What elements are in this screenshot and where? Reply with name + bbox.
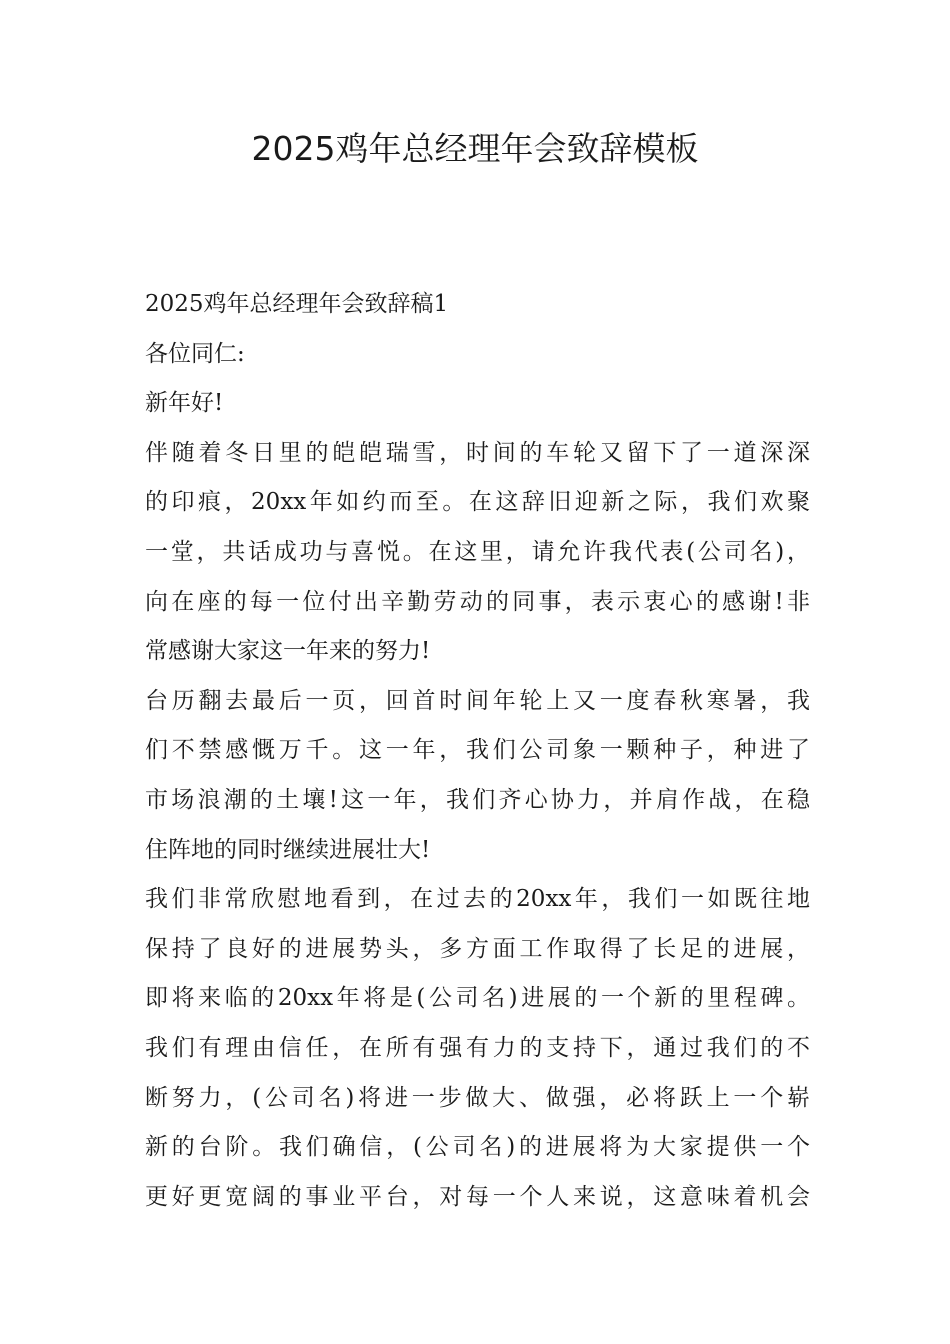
body-line: 住阵地的同时继续进展壮大! <box>145 836 431 863</box>
document-body <box>145 280 810 1222</box>
body-line: 断努力，(公司名)将进一步做大、做强，必将跃上一个崭 <box>145 1084 810 1111</box>
body-line: 我们非常欣慰地看到，在过去的20xx年，我们一如既往地 <box>145 886 810 913</box>
body-line: 2025鸡年总经理年会致辞稿1 <box>145 291 449 317</box>
body-line: 常感谢大家这一年来的努力! <box>145 638 431 665</box>
body-line: 向在座的每一位付出辛勤劳动的同事，表示衷心的感谢!非 <box>145 588 810 615</box>
document-title: 2025鸡年总经理年会致辞模板 <box>251 129 699 168</box>
body-line: 的印痕，20xx年如约而至。在这辞旧迎新之际，我们欢聚 <box>145 489 810 516</box>
body-line: 更好更宽阔的事业平台，对每一个人来说，这意味着机会 <box>145 1183 810 1210</box>
body-line: 保持了良好的进展势头，多方面工作取得了长足的进展， <box>145 935 810 962</box>
body-line: 一堂，共话成功与喜悦。在这里，请允许我代表(公司名)， <box>145 538 810 565</box>
body-line: 伴随着冬日里的皑皑瑞雪，时间的车轮又留下了一道深深 <box>145 439 810 466</box>
body-line: 台历翻去最后一页，回首时间年轮上又一度春秋寒暑，我 <box>145 687 810 714</box>
body-line: 新的台阶。我们确信，(公司名)的进展将为大家提供一个 <box>145 1134 810 1161</box>
body-line: 们不禁感慨万千。这一年，我们公司象一颗种子，种进了 <box>145 737 810 764</box>
body-line: 我们有理由信任，在所有强有力的支持下，通过我们的不 <box>145 1034 810 1061</box>
body-line: 新年好! <box>145 390 224 417</box>
body-line: 市场浪潮的土壤!这一年，我们齐心协力，并肩作战，在稳 <box>145 786 810 813</box>
body-line: 即将来临的20xx年将是(公司名)进展的一个新的里程碑。 <box>145 985 810 1012</box>
body-line: 各位同仁: <box>145 340 245 367</box>
